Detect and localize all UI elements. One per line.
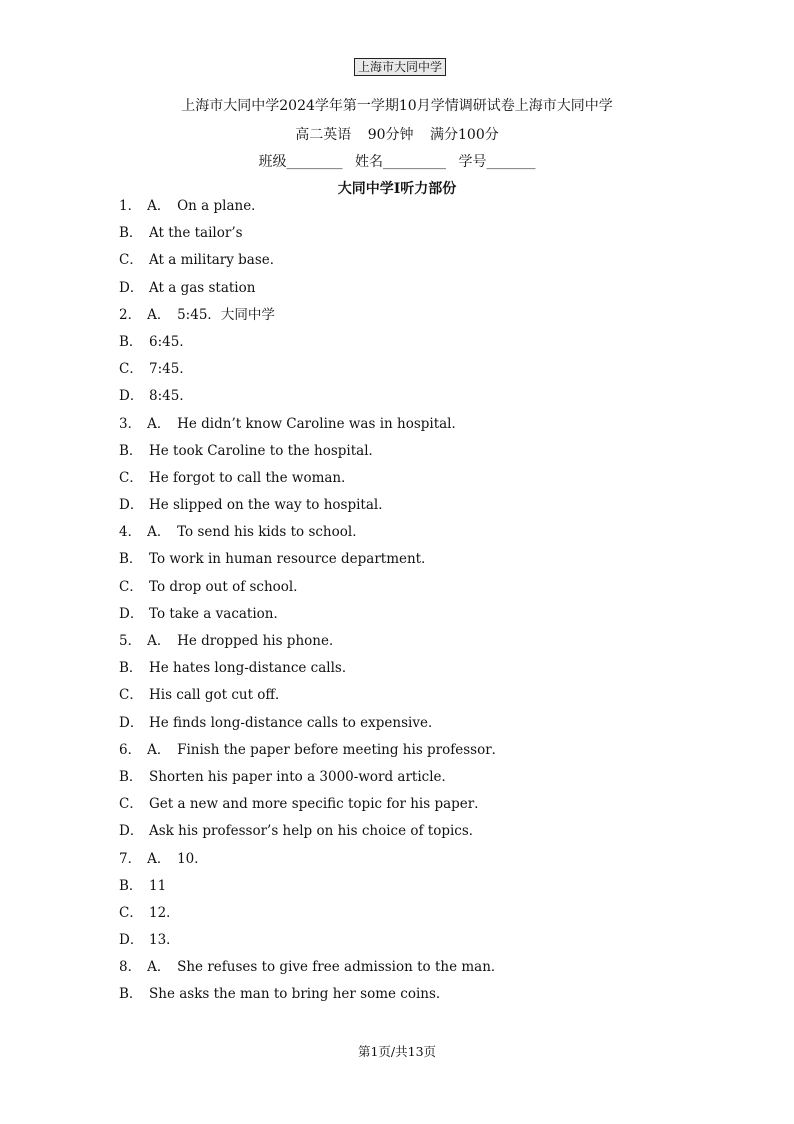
question-option-line [119, 468, 719, 495]
option-letter: C． [119, 578, 143, 595]
subject-label: 高二英语 [295, 127, 352, 143]
student-id-field: 学号_______ [458, 154, 536, 170]
question-option-line [119, 549, 719, 576]
exam-subtitle [0, 124, 794, 144]
option-text: She refuses to give free admission to the man． [177, 959, 505, 976]
option-text: To send his kids to school． [177, 524, 366, 541]
option-text: At a military base． [149, 252, 284, 269]
option-letter: C． [119, 469, 143, 486]
question-number: 5． [119, 633, 142, 649]
question-number: 2． [119, 306, 142, 323]
question-option-line [119, 957, 719, 984]
name-field: 姓名_________ [355, 154, 446, 170]
question-number: 4． [119, 524, 142, 541]
option-letter: A． [147, 850, 171, 867]
option-text: At a gas station [149, 279, 256, 296]
option-letter: C． [119, 904, 143, 921]
option-letter: B． [119, 768, 143, 785]
question-number: 6． [119, 741, 142, 758]
question-list [119, 196, 719, 1012]
option-text: He didn’t know Caroline was in hospital． [177, 415, 465, 432]
duration-label: 90分钟 [367, 127, 414, 143]
option-letter: A． [147, 741, 171, 758]
option-text: 6:45． [149, 333, 193, 350]
question-option-line [119, 305, 719, 332]
question-option-line [119, 821, 719, 848]
option-letter: A． [147, 959, 171, 976]
question-option-line [119, 250, 719, 277]
option-letter: D． [119, 388, 144, 405]
option-text: On a plane． [177, 198, 265, 214]
option-text: 12． [149, 904, 180, 921]
question-option-line [119, 386, 719, 413]
question-option-line [119, 631, 719, 658]
option-letter: C． [119, 361, 143, 378]
option-letter: B． [119, 551, 143, 568]
school-watermark-box: 上海市大同中学 [354, 58, 446, 76]
option-text: He forgot to call the woman． [149, 469, 355, 486]
question-option-line [119, 794, 719, 821]
question-option-line [119, 604, 719, 631]
option-letter: D． [119, 714, 144, 731]
question-option-line [119, 441, 719, 468]
exam-title: 上海市大同中学2024学年第一学期10月学情调研试卷上海市大同中学 [181, 98, 613, 114]
option-text: At the tailor’s [149, 225, 243, 242]
option-letter: D． [119, 497, 144, 514]
question-option-line [119, 767, 719, 794]
question-option-line [119, 984, 719, 1011]
question-number: 8． [119, 959, 142, 976]
option-letter: B． [119, 986, 143, 1003]
question-option-line [119, 903, 719, 930]
option-text: Ask his professor’s help on his choice of topics． [149, 823, 483, 840]
option-text: She asks the man to bring her some coins． [149, 986, 450, 1003]
option-letter: B． [119, 225, 143, 242]
class-field: 班级________ [258, 154, 343, 170]
option-text: He finds long-distance calls to expensive． [149, 714, 442, 731]
question-option-line [119, 849, 719, 876]
option-text: 10． [177, 850, 208, 867]
question-option-line [119, 658, 719, 685]
question-option-line [119, 685, 719, 712]
question-number: 7． [119, 850, 142, 867]
option-letter: B． [119, 442, 143, 459]
question-number: 3． [119, 415, 142, 432]
question-option-line [119, 876, 719, 903]
question-option-line [119, 930, 719, 957]
question-option-line [119, 359, 719, 386]
question-option-line [119, 278, 719, 305]
question-option-line [119, 196, 719, 223]
option-text: 5:45．大同中学 [177, 306, 275, 323]
option-text: He dropped his phone． [177, 633, 343, 649]
page-footer: 第1页/共13页 [357, 1044, 437, 1059]
option-letter: D． [119, 823, 144, 840]
option-letter: A． [147, 633, 171, 649]
option-letter: A． [147, 198, 171, 214]
question-number: 1． [119, 198, 142, 214]
option-letter: B． [119, 877, 143, 894]
question-option-line [119, 522, 719, 549]
option-text: He took Caroline to the hospital． [149, 442, 383, 459]
section-heading: 大同中学I听力部份 [337, 181, 457, 197]
question-option-line [119, 495, 719, 522]
option-text: 11 [149, 877, 167, 894]
option-text: 8:45． [149, 388, 193, 405]
question-option-line [119, 414, 719, 441]
option-text: His call got cut off． [149, 687, 289, 704]
student-info-line [0, 151, 794, 171]
option-letter: B． [119, 333, 143, 350]
question-option-line [119, 223, 719, 250]
question-option-line [119, 713, 719, 740]
option-letter: C． [119, 687, 143, 704]
option-letter: C． [119, 252, 143, 269]
option-letter: D． [119, 932, 144, 949]
option-text: He hates long-distance calls． [149, 660, 356, 677]
question-option-line [119, 577, 719, 604]
option-letter: A． [147, 306, 171, 323]
option-text: He slipped on the way to hospital． [149, 497, 392, 514]
question-option-line [119, 740, 719, 767]
option-letter: B． [119, 660, 143, 677]
full-score-label: 满分100分 [430, 127, 499, 143]
option-letter: A． [147, 524, 171, 541]
option-letter: D． [119, 605, 144, 622]
option-letter: C． [119, 796, 143, 813]
option-text: 13． [149, 932, 180, 949]
option-text: To work in human resource department． [149, 551, 435, 568]
question-option-line [119, 332, 719, 359]
option-text: Finish the paper before meeting his professor． [177, 741, 506, 758]
option-text: Shorten his paper into a 3000-word article． [149, 768, 456, 785]
option-text: To drop out of school． [149, 578, 307, 595]
option-letter: D． [119, 279, 144, 296]
option-text: To take a vacation． [149, 605, 287, 622]
option-text: 7:45． [149, 361, 193, 378]
option-text: Get a new and more specific topic for his paper． [149, 796, 488, 813]
option-letter: A． [147, 415, 171, 432]
